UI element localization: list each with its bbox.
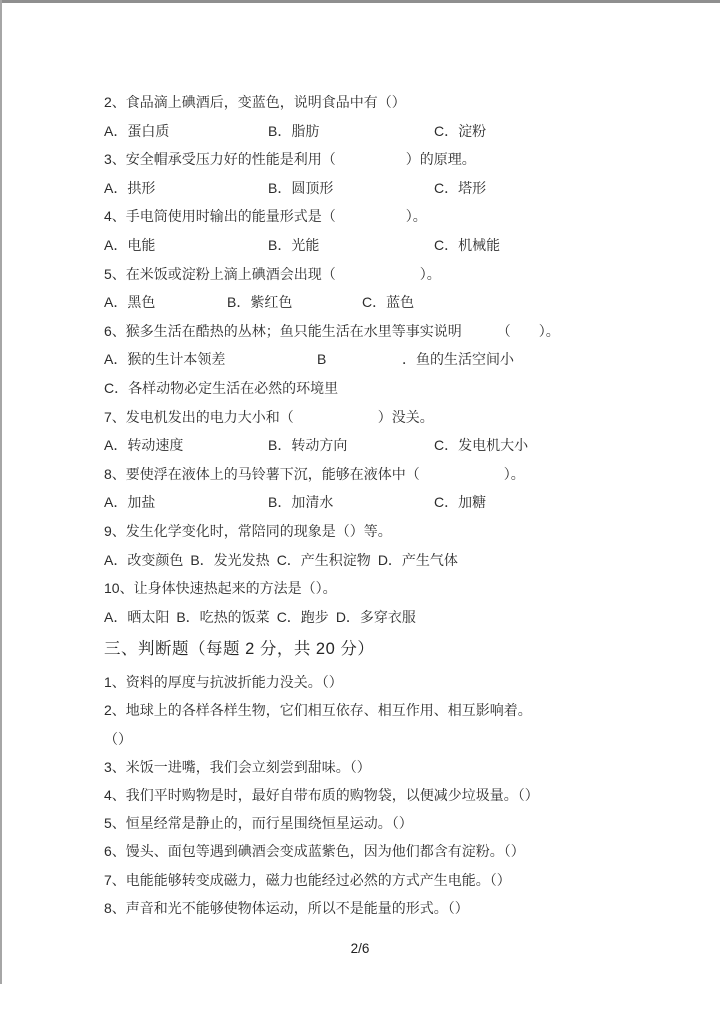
- option-b: B．转动方向: [268, 437, 348, 454]
- options-row: [104, 431, 694, 460]
- option-b-label: B: [317, 351, 327, 368]
- options-row: [104, 488, 694, 517]
- options-row: [104, 603, 694, 632]
- option-b-text: ．鱼的生活空间小: [402, 351, 514, 368]
- option-a: A．黑色: [104, 294, 156, 311]
- option-a: A．猴的生计本领差: [104, 351, 226, 368]
- option-d: D．多穿衣服: [335, 608, 416, 625]
- options-row: [104, 231, 694, 260]
- page-left-edge-line: [0, 0, 2, 984]
- option-c: C．各样动物必定生活在必然的环境里: [104, 379, 339, 396]
- option-a: A．加盐: [104, 494, 156, 511]
- options-row: [104, 174, 694, 203]
- question-stem: 8、要使浮在液体上的马铃薯下沉，能够在液体中（ ）。: [104, 465, 525, 482]
- document-content: [104, 88, 694, 922]
- option-b: B．吃热的饭菜: [176, 608, 270, 625]
- judge-statement: 2、地球上的各样各样生物，它们相互依存、相互作用、相互影响着。: [104, 702, 532, 719]
- option-b: B．发光发热: [190, 551, 270, 568]
- option-c: C．发电机大小: [434, 437, 529, 454]
- judge-statement: 4、我们平时购物是时，最好自带布质的购物袋，以便减少垃圾量。（）: [104, 787, 539, 804]
- question-stem: 6、猴多生活在酷热的丛林；鱼只能生活在水里等事实说明 （ ）。: [104, 322, 560, 339]
- option-a: A．电能: [104, 236, 156, 253]
- option-c: C．塔形: [434, 179, 487, 196]
- judge-statement: 1、资料的厚度与抗波折能力没关。（）: [104, 674, 343, 691]
- option-a: A．改变颜色: [104, 551, 184, 568]
- page-number: 2/6: [350, 941, 370, 956]
- option-c: C．产生积淀物: [276, 551, 371, 568]
- option-c: C．机械能: [434, 236, 501, 253]
- option-b: B．加清水: [268, 494, 334, 511]
- option-b: B．圆顶形: [268, 179, 334, 196]
- option-b: B．紫红色: [227, 294, 293, 311]
- option-c: C．蓝色: [362, 294, 415, 311]
- judge-statement: 7、电能能够转变成磁力，磁力也能经过必然的方式产生电能。（）: [104, 871, 511, 888]
- option-b: B．脂肪: [268, 122, 320, 139]
- options-row: [104, 288, 694, 317]
- judge-statement: 6、馒头、面包等遇到碘酒会变成蓝紫色，因为他们都含有淀粉。（）: [104, 843, 525, 860]
- judge-statement: 3、米饭一进嘴，我们会立刻尝到甜味。（）: [104, 758, 371, 775]
- option-c: C．跑步: [276, 608, 329, 625]
- option-c: C．加糖: [434, 494, 487, 511]
- question-stem: 10、让身体快速热起来的方法是（）。: [104, 580, 337, 597]
- judge-statement: 5、恒星经常是静止的，而行星围绕恒星运动。（）: [104, 815, 413, 832]
- judge-statement: 8、声音和光不能够使物体运动，所以不是能量的形式。（）: [104, 899, 469, 916]
- question-stem: 4、手电筒使用时输出的能量形式是（ ）。: [104, 208, 427, 225]
- question-stem: 3、安全帽承受压力好的性能是利用（ ）的原理。: [104, 151, 476, 168]
- option-c: C．淀粉: [434, 122, 487, 139]
- question-stem: 2、食品滴上碘酒后，变蓝色，说明食品中有（）: [104, 94, 406, 110]
- question-stem: 9、发生化学变化时，常陪同的现象是（）等。: [104, 522, 392, 539]
- option-a: A．转动速度: [104, 437, 184, 454]
- option-a: A．拱形: [104, 179, 156, 196]
- option-b: B．光能: [268, 236, 320, 253]
- option-a: A．晒太阳: [104, 608, 170, 625]
- judge-statement-continuation: （）: [104, 730, 132, 747]
- section-title: 三、判断题（每题 2 分，共 20 分）: [104, 640, 375, 659]
- question-stem: 5、在米饭或淀粉上滴上碘酒会出现（ ）。: [104, 265, 441, 282]
- options-row: [104, 546, 694, 575]
- option-d: D．产生气体: [377, 551, 458, 568]
- options-row: [104, 117, 694, 146]
- question-stem: 7、发电机发出的电力大小和（ ）没关。: [104, 408, 434, 425]
- options-row: [104, 345, 694, 374]
- option-a: A．蛋白质: [104, 122, 170, 139]
- page-top-edge-line: [0, 0, 720, 3]
